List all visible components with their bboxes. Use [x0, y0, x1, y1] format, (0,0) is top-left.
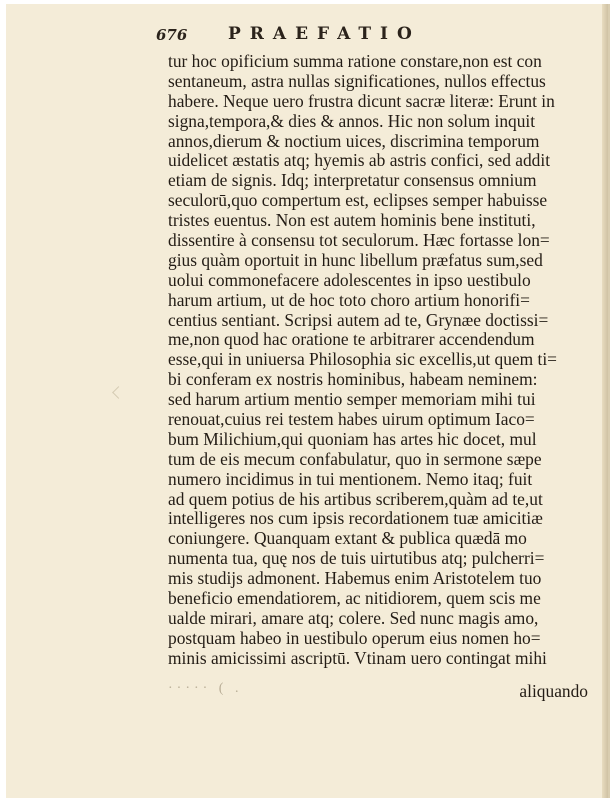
text-line: ualde mirari, amare atq; colere. Sed nunc magis amo, [168, 608, 539, 628]
text-line: tristes euentus. Non est autem hominis bene instituti, [168, 211, 536, 231]
text-line: dissentire à consensu tot seculorum. Hæc fortasse lon= [168, 231, 550, 251]
text-line: beneficio emendatiorem, ac nitidiorem, quem scis me [168, 589, 541, 609]
text-line: renouat,cuius rei testem habes uirum optimum Iaco= [168, 410, 535, 430]
text-line: seculorū,quo compertum est, eclipses semper habuisse [168, 191, 548, 211]
text-line: harum artium, ut de hoc toto choro artium honorifi= [168, 290, 530, 310]
text-line: uidelicet æstatis atq; hyemis ab astris confici, sed addit [168, 151, 551, 171]
text-line: uolui commonefacere adolescentes in ipso uestibulo [168, 270, 531, 290]
book-page [6, 4, 610, 798]
text-line: esse,qui in uniuersa Philosophia sic excellis,ut quem ti= [168, 350, 557, 370]
text-line: centius sentiant. Scripsi autem ad te, Grynæe doctissi= [168, 310, 549, 330]
page-header [156, 24, 556, 46]
text-line: coniungere. Quanquam extant & publica quædā mo [168, 529, 527, 549]
text-line: minis amicissimi ascriptū. Vtinam uero contingat mihi [168, 648, 547, 668]
text-line: gius quàm oportuit in hunc libellum præfatus sum,sed [168, 250, 543, 270]
text-line: ad quem potius de his artibus scriberem,quàm ad te,ut [168, 489, 543, 509]
margin-mark-icon [112, 386, 125, 399]
text-line: habere. Neque uero frustra dicunt sacræ literæ: Erunt in [168, 91, 555, 111]
text-line: mis studijs admonent. Habemus enim Aristotelem tuo [168, 569, 542, 589]
text-line: etiam de signis. Idq; interpretatur consensus omnium [168, 171, 537, 191]
text-line: postquam habeo in uestibulo operum eius nomen ho= [168, 628, 541, 648]
text-line: numenta tua, quę nos de tuis uirtutibus atq; pulcherri= [168, 549, 545, 569]
text-line: numero incidimus in tui mentionem. Nemo itaq; fuit [168, 469, 533, 489]
show-through-smudge: ····· ( . [168, 681, 243, 696]
text-line: tur hoc opificium summa ratione constare,non est con [168, 52, 542, 71]
catchword-row [168, 681, 598, 701]
page-number: 676 [156, 26, 188, 44]
text-line: intelligeres nos cum ipsis recordationem tuæ amicitiæ [168, 509, 543, 529]
page-edge-shadow [602, 4, 608, 798]
text-line: annos,dierum & noctium uices, discrimina temporum [168, 131, 540, 151]
text-line: bi conferam ex nostris hominibus, habeam neminem: [168, 370, 538, 390]
text-line: me,non quod hac oratione te arbitrarer accendendum [168, 330, 535, 350]
text-line: tum de eis mecum confabulatur, quo in sermone sæpe [168, 449, 542, 469]
text-line: sentaneum, astra nullas significationes, nullos effectus [168, 71, 546, 91]
text-line: bum Milichium,qui quoniam has artes hic docet, mul [168, 429, 537, 449]
text-line: sed harum artium mentio semper memoriam mihi tui [168, 390, 536, 410]
running-title: PRAEFATIO [228, 24, 421, 44]
body-text [168, 52, 598, 669]
text-line: signa,tempora,& dies & annos. Hic non solum inquit [168, 111, 536, 131]
catchword: aliquando [519, 681, 588, 701]
